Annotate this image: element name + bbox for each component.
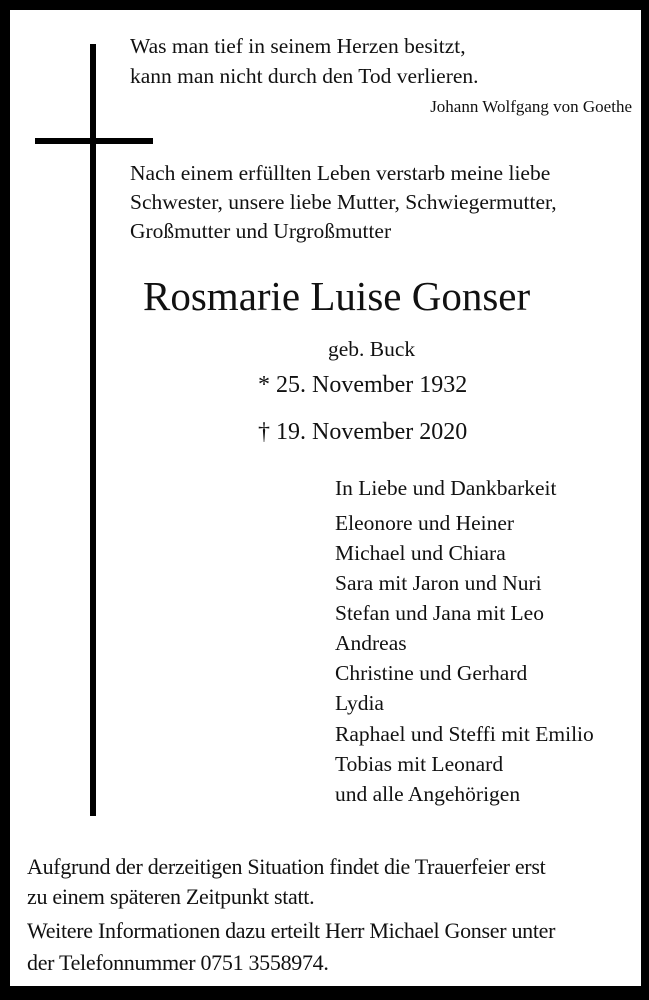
deceased-name: Rosmarie Luise Gonser xyxy=(143,273,531,319)
quote-author: Johann Wolfgang von Goethe xyxy=(430,97,632,116)
intro-line: Nach einem erfüllten Leben verstarb meine liebe xyxy=(130,161,551,185)
birth-date: * 25. November 1932 xyxy=(258,372,468,398)
death-date: † 19. November 2020 xyxy=(258,419,468,445)
notice-line: der Telefonnummer 0751 3558974. xyxy=(27,950,329,975)
cross-icon-bar xyxy=(35,138,153,144)
mourners-heading: In Liebe und Dankbarkeit xyxy=(335,476,557,500)
mourner: Tobias mit Leonard xyxy=(335,752,504,776)
quote-line: kann man nicht durch den Tod verlieren. xyxy=(130,64,479,88)
mourner: Lydia xyxy=(335,691,384,715)
mourner: Christine und Gerhard xyxy=(335,661,528,685)
intro-line: Schwester, unsere liebe Mutter, Schwiegermutter, xyxy=(130,190,557,214)
notice-line: Aufgrund der derzeitigen Situation findet die Trauerfeier erst xyxy=(27,854,546,879)
intro-line: Großmutter und Urgroßmutter xyxy=(130,219,392,243)
mourner: Raphael und Steffi mit Emilio xyxy=(335,722,594,746)
mourner: Stefan und Jana mit Leo xyxy=(335,601,544,625)
notice-line: Weitere Informationen dazu erteilt Herr Michael Gonser unter xyxy=(27,918,556,943)
maiden-name: geb. Buck xyxy=(328,337,416,361)
mourner: Eleonore und Heiner xyxy=(335,511,515,535)
notice-line: zu einem späteren Zeitpunkt statt. xyxy=(27,884,315,909)
mourner: Andreas xyxy=(335,631,407,655)
mourner: und alle Angehörigen xyxy=(335,782,521,806)
mourner: Michael und Chiara xyxy=(335,541,506,565)
mourner: Sara mit Jaron und Nuri xyxy=(335,571,542,595)
cross-icon xyxy=(90,44,96,816)
quote-line: Was man tief in seinem Herzen besitzt, xyxy=(130,34,466,58)
